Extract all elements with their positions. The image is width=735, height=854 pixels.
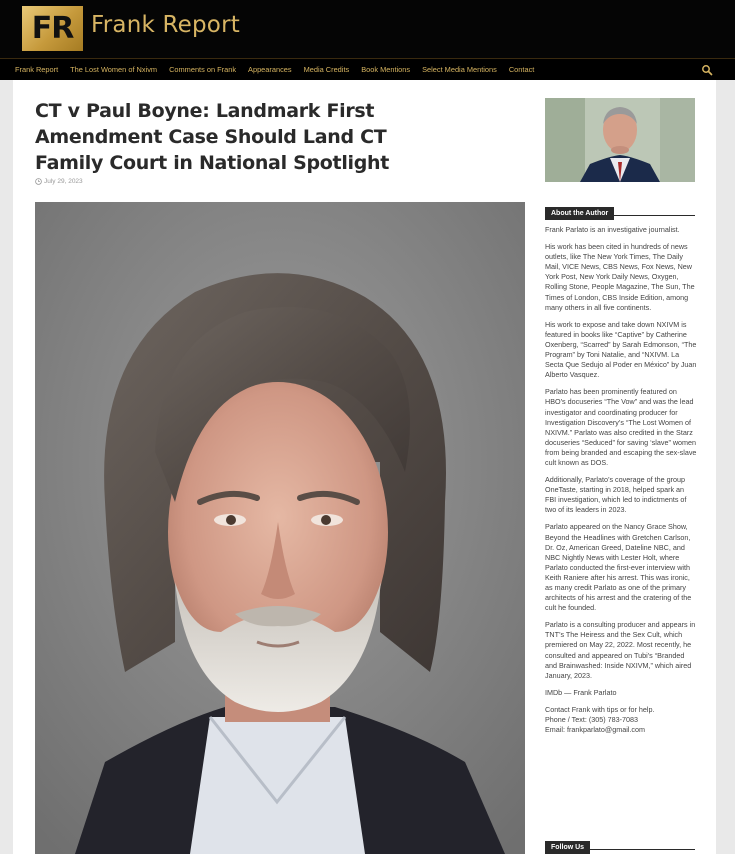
bio-paragraph: Additionally, Parlato’s coverage of the group OneTaste, starting in 2018, helped spark an FBI investigation, which led to indictments of two of its leaders in 2023. xyxy=(545,475,687,515)
nav-item-appearances[interactable]: Appearances xyxy=(248,65,292,74)
logo-letters: FR xyxy=(31,11,74,46)
author-bio xyxy=(545,225,697,742)
nav-item-lost-women[interactable]: The Lost Women of Nxivm xyxy=(70,65,158,74)
author-photo-image xyxy=(545,98,695,182)
post-meta xyxy=(35,178,83,185)
search-icon[interactable] xyxy=(701,64,713,76)
nav-item-comments[interactable]: Comments on Frank xyxy=(169,65,237,74)
imdb-link[interactable]: IMDb — Frank Parlato xyxy=(545,687,617,697)
bio-paragraph: Parlato appeared on the Nancy Grace Show, Beyond the Headlines with Gretchen Carlson, Dr. Oz, American Greed, Dateline NBC, and NBC Nightly News with Lester Holt, where Parlato conducted the first-ever interview with Keith Raniere after his arrest. This was ironic, as many credit Parlato as one of the primary architects of his arrest and the cratering of the cult he founded. xyxy=(545,522,692,613)
post-date: July 29, 2023 xyxy=(44,178,83,185)
contact-line: Contact Frank with tips or for help. xyxy=(545,704,655,714)
nav-list xyxy=(0,65,540,74)
bio-paragraph: Parlato has been prominently featured on HBO’s docuseries “The Vow” and was the lead investigator and coordinating producer for Investigation Discovery’s “The Lost Women of NXIVM.” Parlato was also credited in the Starz docuseries “Seduced” for saving ‘slave” women from being branded and escaping the sex-slave cult known as DOS. xyxy=(545,387,697,467)
contact-info xyxy=(545,705,697,735)
bio-paragraph: His work to expose and take down NXIVM is featured in books like “Captive” by Catherine Oxenberg, “Scarred” by Sarah Edmonson, “The Program” by Toni Natalie, and “NXIVM. La Secta Que Sedujo al Poder en México” by Juan Alberto Vasquez. xyxy=(545,319,697,380)
site-logo[interactable] xyxy=(22,6,83,51)
bio-paragraph: Frank Parlato is an investigative journalist. xyxy=(545,225,680,234)
nav-item-frank-report[interactable]: Frank Report xyxy=(15,65,59,74)
nav-item-contact[interactable]: Contact xyxy=(508,65,535,74)
contact-email[interactable]: Email: frankparlato@gmail.com xyxy=(545,725,645,735)
bio-paragraph: His work has been cited in hundreds of news outlets, like The New York Times, The Daily Mail, VICE News, CBS News, Fox News, New York Post, New York Daily News, Oxygen, Rolling Stone, People Magazine, The Sun, The Times of London, CBS Inside Edition, among many others in all five continents. xyxy=(545,242,695,312)
about-author-header xyxy=(545,202,695,216)
site-title[interactable]: Frank Report xyxy=(91,12,240,38)
featured-photo xyxy=(35,202,525,854)
follow-us-header xyxy=(545,836,695,850)
author-photo[interactable] xyxy=(545,98,695,182)
nav-item-book-mentions[interactable]: Book Mentions xyxy=(361,65,411,74)
featured-image xyxy=(35,202,525,854)
clock-icon xyxy=(35,178,42,185)
bio-paragraph: Parlato is a consulting producer and appears in TNT’s The Heiress and the Sex Cult, which premiered on May 22, 2022. Most recently, he consulted and appeared on Tubi’s “Branded and Brainwashed: Inside NXIVM,” which aired January, 2023. xyxy=(545,620,696,680)
about-author-title: About the Author xyxy=(545,207,614,220)
nav-item-media-credits[interactable]: Media Credits xyxy=(303,65,350,74)
contact-phone: Phone / Text: (305) 783-7083 xyxy=(545,715,638,725)
main-nav xyxy=(0,58,735,80)
follow-us-title: Follow Us xyxy=(545,841,590,854)
nav-item-select-media-mentions[interactable]: Select Media Mentions xyxy=(422,65,497,74)
site-header xyxy=(0,0,735,58)
content-area xyxy=(13,80,716,854)
post-title[interactable]: CT v Paul Boyne: Landmark First Amendment Case Should Land CT Family Court in National Spotlight xyxy=(35,100,390,174)
